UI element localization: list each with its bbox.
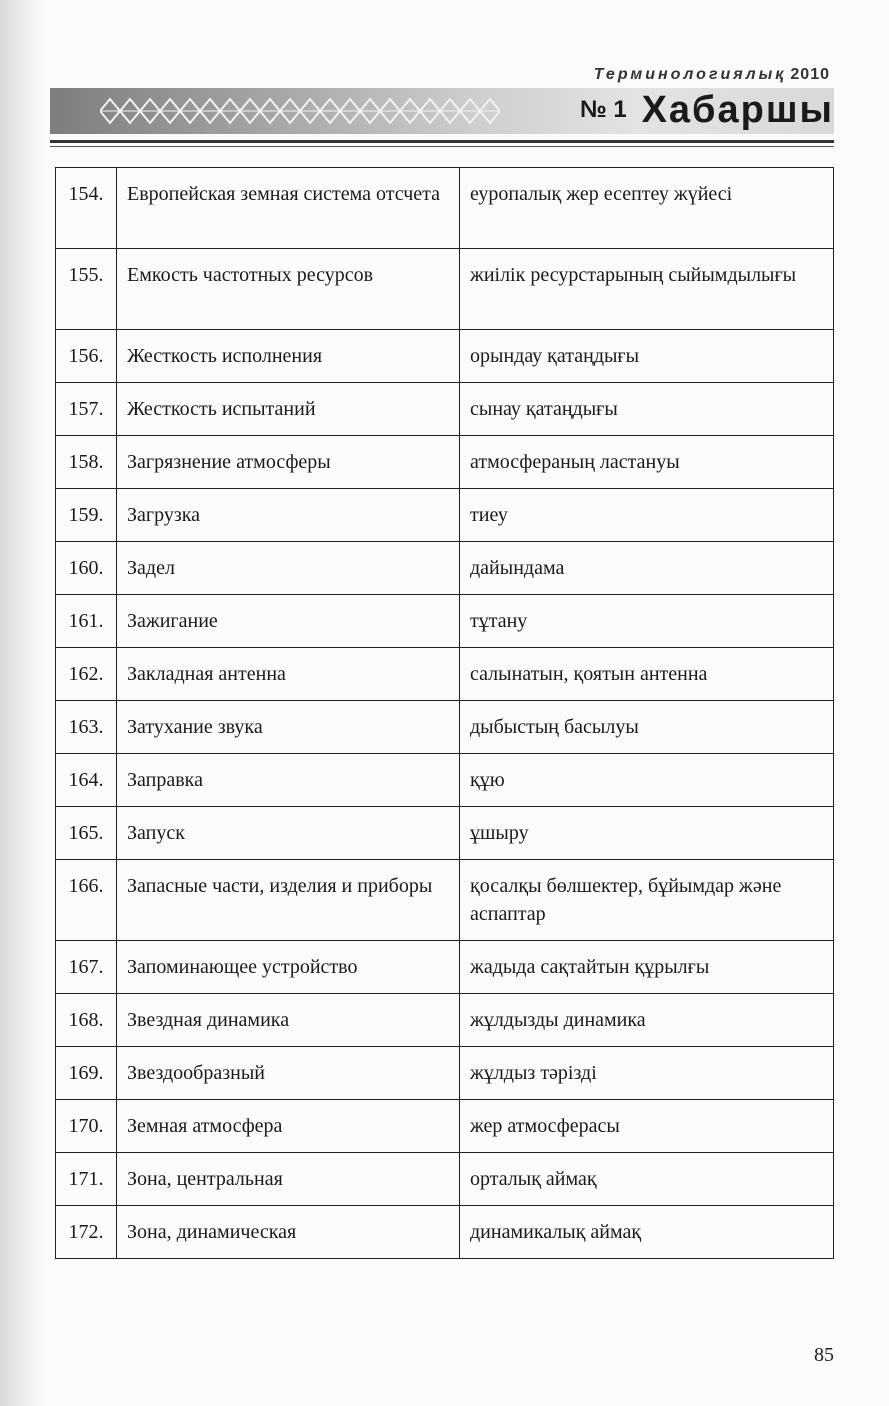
table-row xyxy=(56,1206,834,1259)
term-russian: Жесткость испытаний xyxy=(117,383,460,436)
page-number: 85 xyxy=(814,1344,834,1366)
table-row xyxy=(56,330,834,383)
term-kazakh: еуропалық жер есептеу жүйесі xyxy=(460,168,834,249)
term-russian: Запоминающее устройство xyxy=(117,941,460,994)
term-kazakh: орындау қатаңдығы xyxy=(460,330,834,383)
table-row xyxy=(56,807,834,860)
table-row xyxy=(56,1100,834,1153)
term-number: 169. xyxy=(56,1047,117,1100)
term-number: 154. xyxy=(56,168,117,249)
term-number: 168. xyxy=(56,994,117,1047)
journal-title-line xyxy=(594,66,830,84)
term-russian: Зажигание xyxy=(117,595,460,648)
term-kazakh: құю xyxy=(460,754,834,807)
journal-name: Хабаршы xyxy=(641,89,834,131)
table-row xyxy=(56,1047,834,1100)
term-number: 172. xyxy=(56,1206,117,1259)
term-number: 166. xyxy=(56,860,117,941)
header-banner xyxy=(50,88,834,134)
journal-year: 2010 xyxy=(790,66,830,83)
table-row xyxy=(56,941,834,994)
journal-title: Терминологиялық xyxy=(593,66,787,83)
terms-table-body xyxy=(56,168,834,1259)
ornament-pattern-icon xyxy=(100,94,500,128)
term-russian: Закладная антенна xyxy=(117,648,460,701)
term-kazakh: тиеу xyxy=(460,489,834,542)
term-kazakh: дыбыстың басылуы xyxy=(460,701,834,754)
terms-table xyxy=(55,167,834,1259)
table-row xyxy=(56,383,834,436)
term-number: 167. xyxy=(56,941,117,994)
term-number: 160. xyxy=(56,542,117,595)
term-kazakh: тұтану xyxy=(460,595,834,648)
term-kazakh: жұлдыз тәрізді xyxy=(460,1047,834,1100)
term-russian: Зона, динамическая xyxy=(117,1206,460,1259)
table-row xyxy=(56,1153,834,1206)
header-rule-thick xyxy=(50,140,834,143)
term-kazakh: динамикалық аймақ xyxy=(460,1206,834,1259)
term-number: 159. xyxy=(56,489,117,542)
term-number: 156. xyxy=(56,330,117,383)
term-russian: Зона, центральная xyxy=(117,1153,460,1206)
term-russian: Емкость частотных ресурсов xyxy=(117,249,460,330)
table-row xyxy=(56,701,834,754)
term-number: 157. xyxy=(56,383,117,436)
term-number: 170. xyxy=(56,1100,117,1153)
term-kazakh: ұшыру xyxy=(460,807,834,860)
term-russian: Звездная динамика xyxy=(117,994,460,1047)
term-russian: Заправка xyxy=(117,754,460,807)
term-number: 158. xyxy=(56,436,117,489)
term-kazakh: салынатын, қоятын антенна xyxy=(460,648,834,701)
page-header xyxy=(50,60,834,160)
table-row xyxy=(56,648,834,701)
table-row xyxy=(56,595,834,648)
term-kazakh: дайындама xyxy=(460,542,834,595)
header-rule-thin xyxy=(50,146,834,147)
table-row xyxy=(56,249,834,330)
term-kazakh: жадыда сақтайтын құрылғы xyxy=(460,941,834,994)
table-row xyxy=(56,860,834,941)
term-kazakh: сынау қатаңдығы xyxy=(460,383,834,436)
table-row xyxy=(56,436,834,489)
page-edge-shadow xyxy=(0,0,48,1406)
term-kazakh: жиілік ресурстарының сыйымдылығы xyxy=(460,249,834,330)
term-kazakh: жұлдызды динамика xyxy=(460,994,834,1047)
table-row xyxy=(56,754,834,807)
term-number: 164. xyxy=(56,754,117,807)
term-number: 171. xyxy=(56,1153,117,1206)
term-number: 165. xyxy=(56,807,117,860)
term-russian: Затухание звука xyxy=(117,701,460,754)
term-kazakh: қосалқы бөлшектер, бұйымдар және аспаптар xyxy=(460,860,834,941)
term-russian: Запуск xyxy=(117,807,460,860)
term-number: 155. xyxy=(56,249,117,330)
term-russian: Задел xyxy=(117,542,460,595)
table-row xyxy=(56,542,834,595)
issue-number: № 1 xyxy=(580,96,627,123)
term-kazakh: атмосфераның ластануы xyxy=(460,436,834,489)
table-row xyxy=(56,168,834,249)
table-row xyxy=(56,994,834,1047)
term-russian: Запасные части, изделия и приборы xyxy=(117,860,460,941)
term-russian: Жесткость исполнения xyxy=(117,330,460,383)
table-row xyxy=(56,489,834,542)
term-russian: Звездообразный xyxy=(117,1047,460,1100)
term-number: 161. xyxy=(56,595,117,648)
term-russian: Загрузка xyxy=(117,489,460,542)
term-kazakh: орталық аймақ xyxy=(460,1153,834,1206)
term-kazakh: жер атмосферасы xyxy=(460,1100,834,1153)
term-russian: Загрязнение атмосферы xyxy=(117,436,460,489)
term-russian: Европейская земная система отсчета xyxy=(117,168,460,249)
term-russian: Земная атмосфера xyxy=(117,1100,460,1153)
term-number: 163. xyxy=(56,701,117,754)
term-number: 162. xyxy=(56,648,117,701)
